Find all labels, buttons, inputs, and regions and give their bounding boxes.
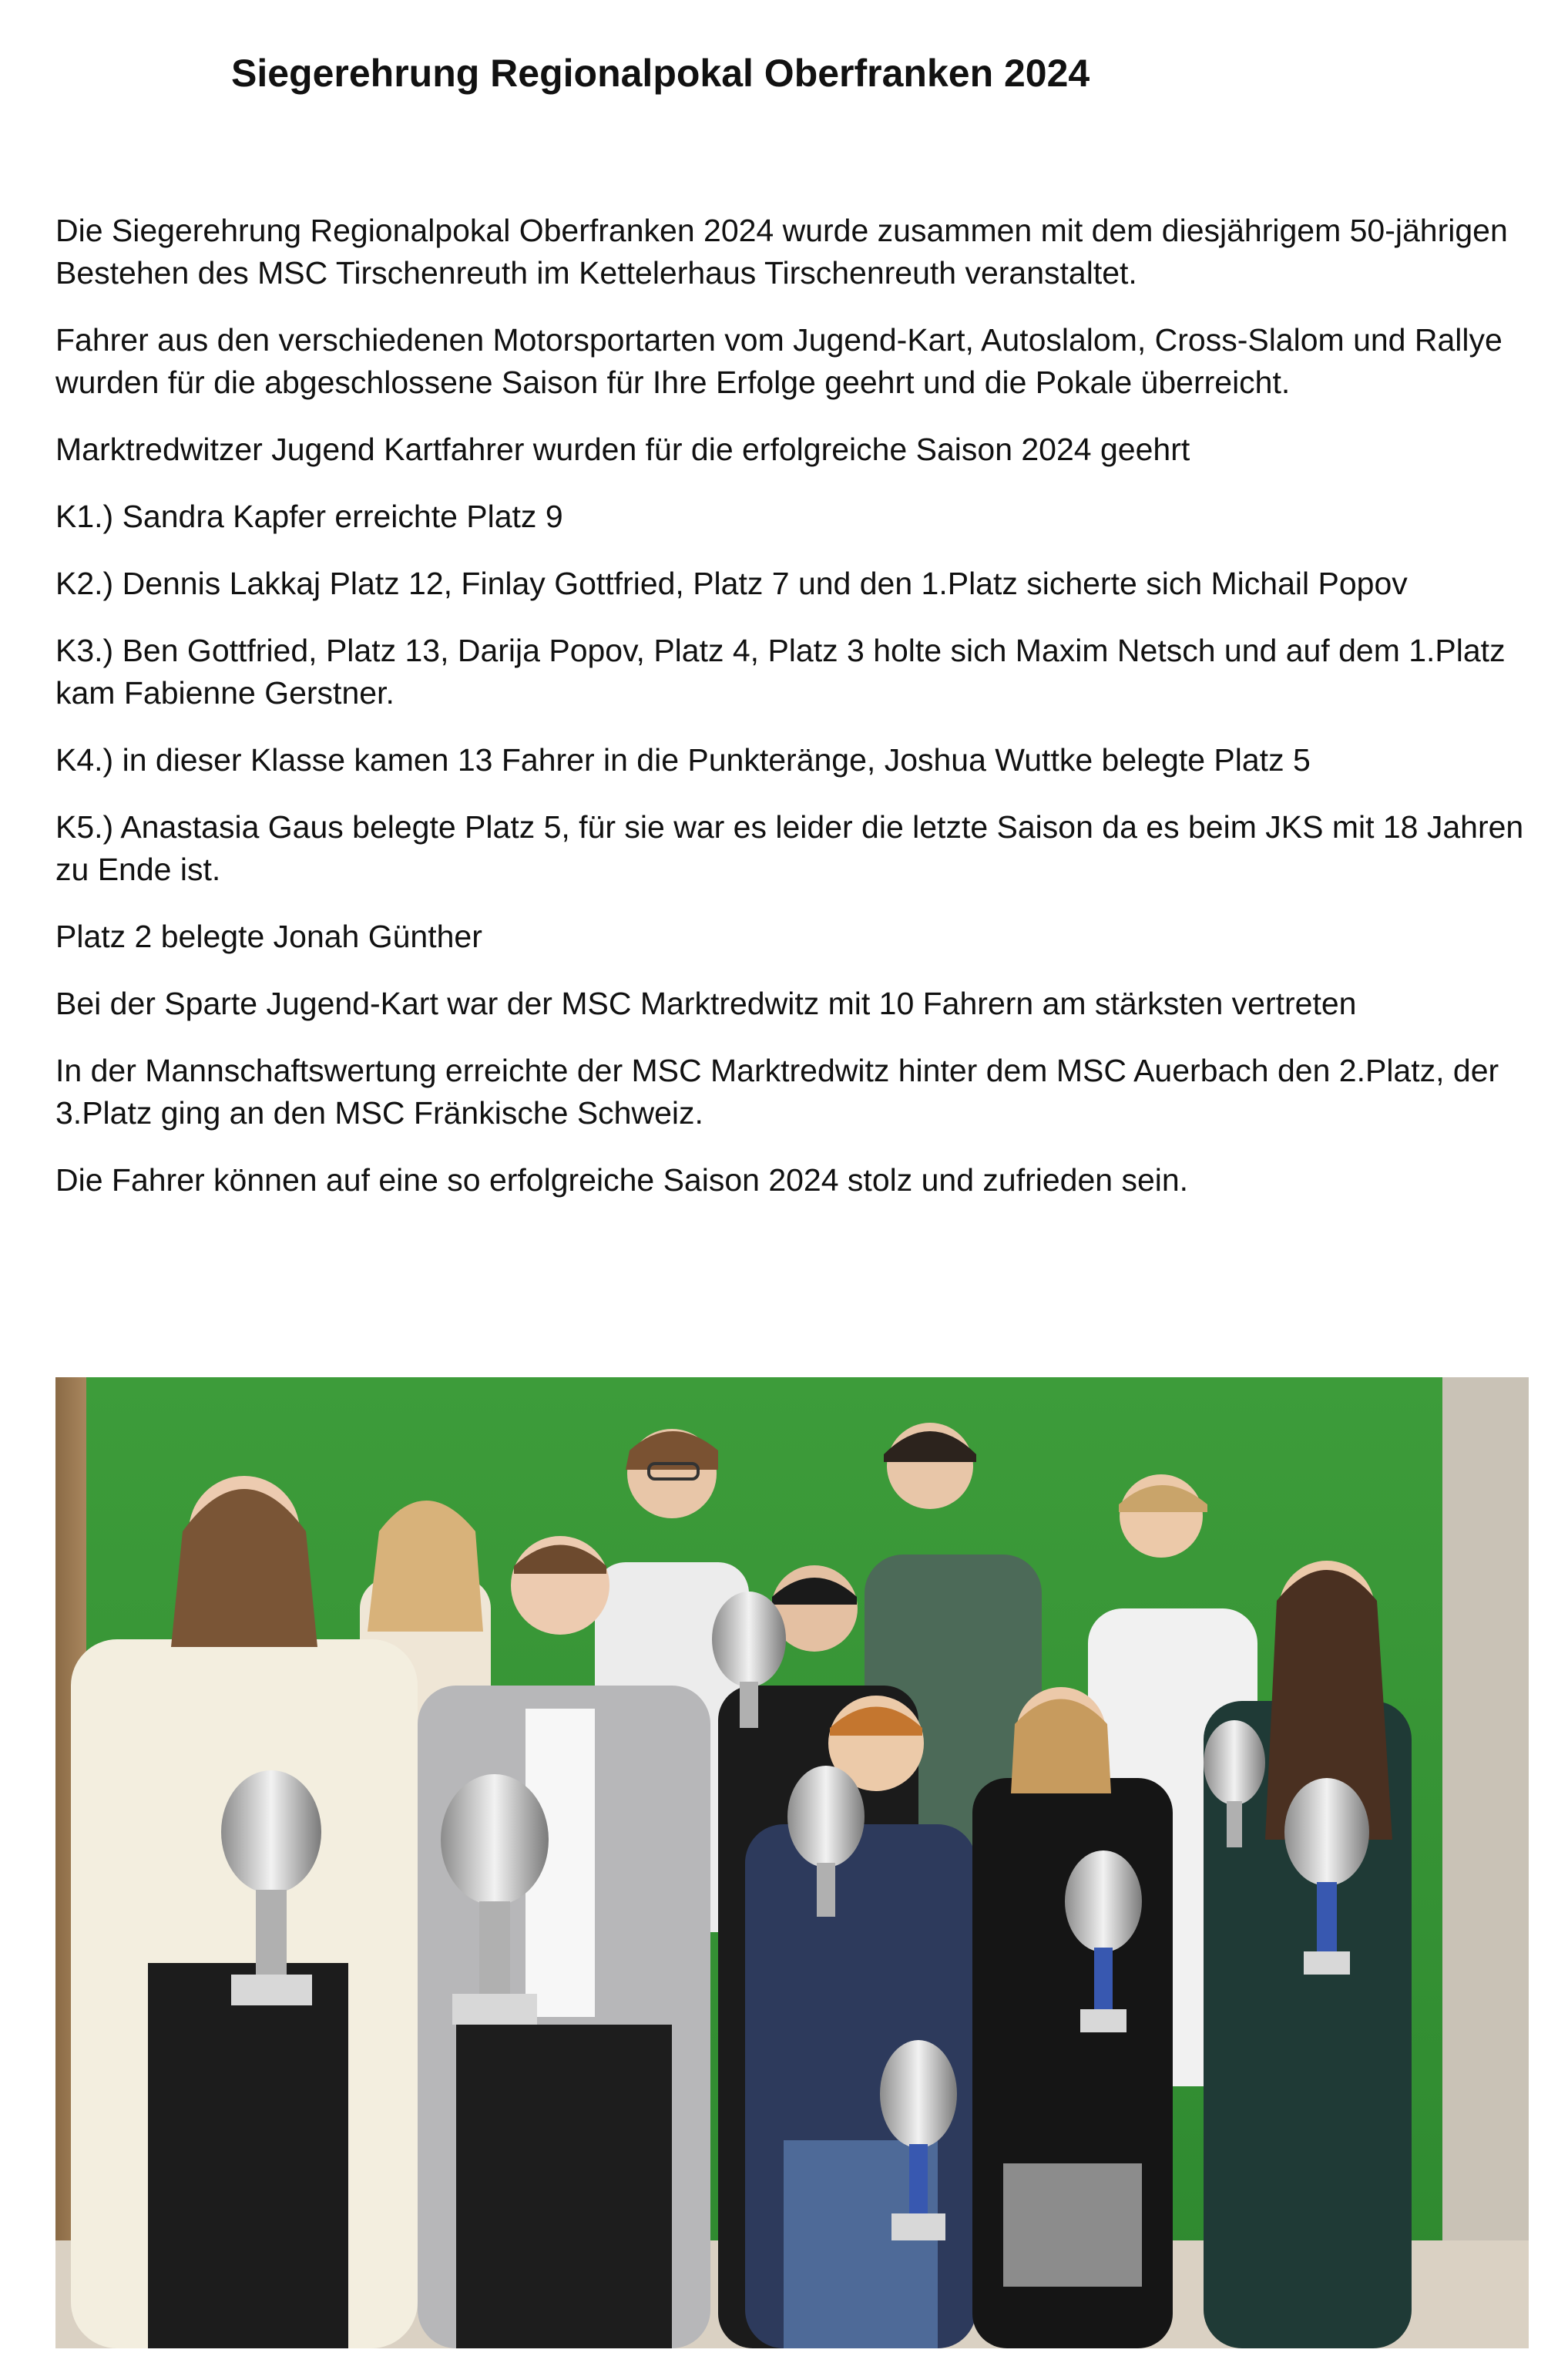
paragraph-k4: K4.) in dieser Klasse kamen 13 Fahrer in die Punkteränge, Joshua Wuttke belegte Platz 5 (55, 742, 1311, 778)
person-front-5 (972, 1687, 1173, 2348)
paragraph-k5: K5.) Anastasia Gaus belegte Platz 5, für sie war es leider die letzte Saison da es beim JKS mit 18 Jahren zu Ende ist. (55, 809, 1524, 887)
page-title: Siegerehrung Regionalpokal Oberfranken 2024 (231, 52, 1090, 95)
group-photo (55, 1377, 1529, 2348)
article-body (55, 210, 1546, 1226)
paragraph-marktredwitz: Marktredwitzer Jugend Kartfahrer wurden für die erfolgreiche Saison 2024 geehrt (55, 432, 1190, 467)
paragraph-platz2: Platz 2 belegte Jonah Günther (55, 919, 482, 954)
paragraph-closing: Die Fahrer können auf eine so erfolgreiche Saison 2024 stolz und zufrieden sein. (55, 1162, 1189, 1198)
paragraph-intro: Die Siegerehrung Regionalpokal Oberfranken 2024 wurde zusammen mit dem diesjährigem 50-jährigen Bestehen des MSC Tirschenreuth im Kettelerhaus Tirschenreuth veranstaltet. (55, 213, 1508, 291)
paragraph-drivers: Fahrer aus den verschiedenen Motorsportarten vom Jugend-Kart, Autoslalom, Cross-Slalom und Rallye wurden für die abgeschlossene Saison für Ihre Erfolge geehrt und die Pokale überreicht. (55, 322, 1503, 400)
paragraph-k3: K3.) Ben Gottfried, Platz 13, Darija Popov, Platz 4, Platz 3 holte sich Maxim Netsch und auf dem 1.Platz kam Fabienne Gerstner. (55, 633, 1506, 711)
paragraph-mannschaft: In der Mannschaftswertung erreichte der MSC Marktredwitz hinter dem MSC Auerbach den 2.Platz, der 3.Platz ging an den MSC Fränkische Schweiz. (55, 1053, 1499, 1131)
paragraph-k1: K1.) Sandra Kapfer erreichte Platz 9 (55, 499, 563, 534)
paragraph-k2: K2.) Dennis Lakkaj Platz 12, Finlay Gottfried, Platz 7 und den 1.Platz sicherte sich Michail Popov (55, 566, 1408, 601)
paragraph-sparte: Bei der Sparte Jugend-Kart war der MSC Marktredwitz mit 10 Fahrern am stärksten vertreten (55, 986, 1357, 1021)
